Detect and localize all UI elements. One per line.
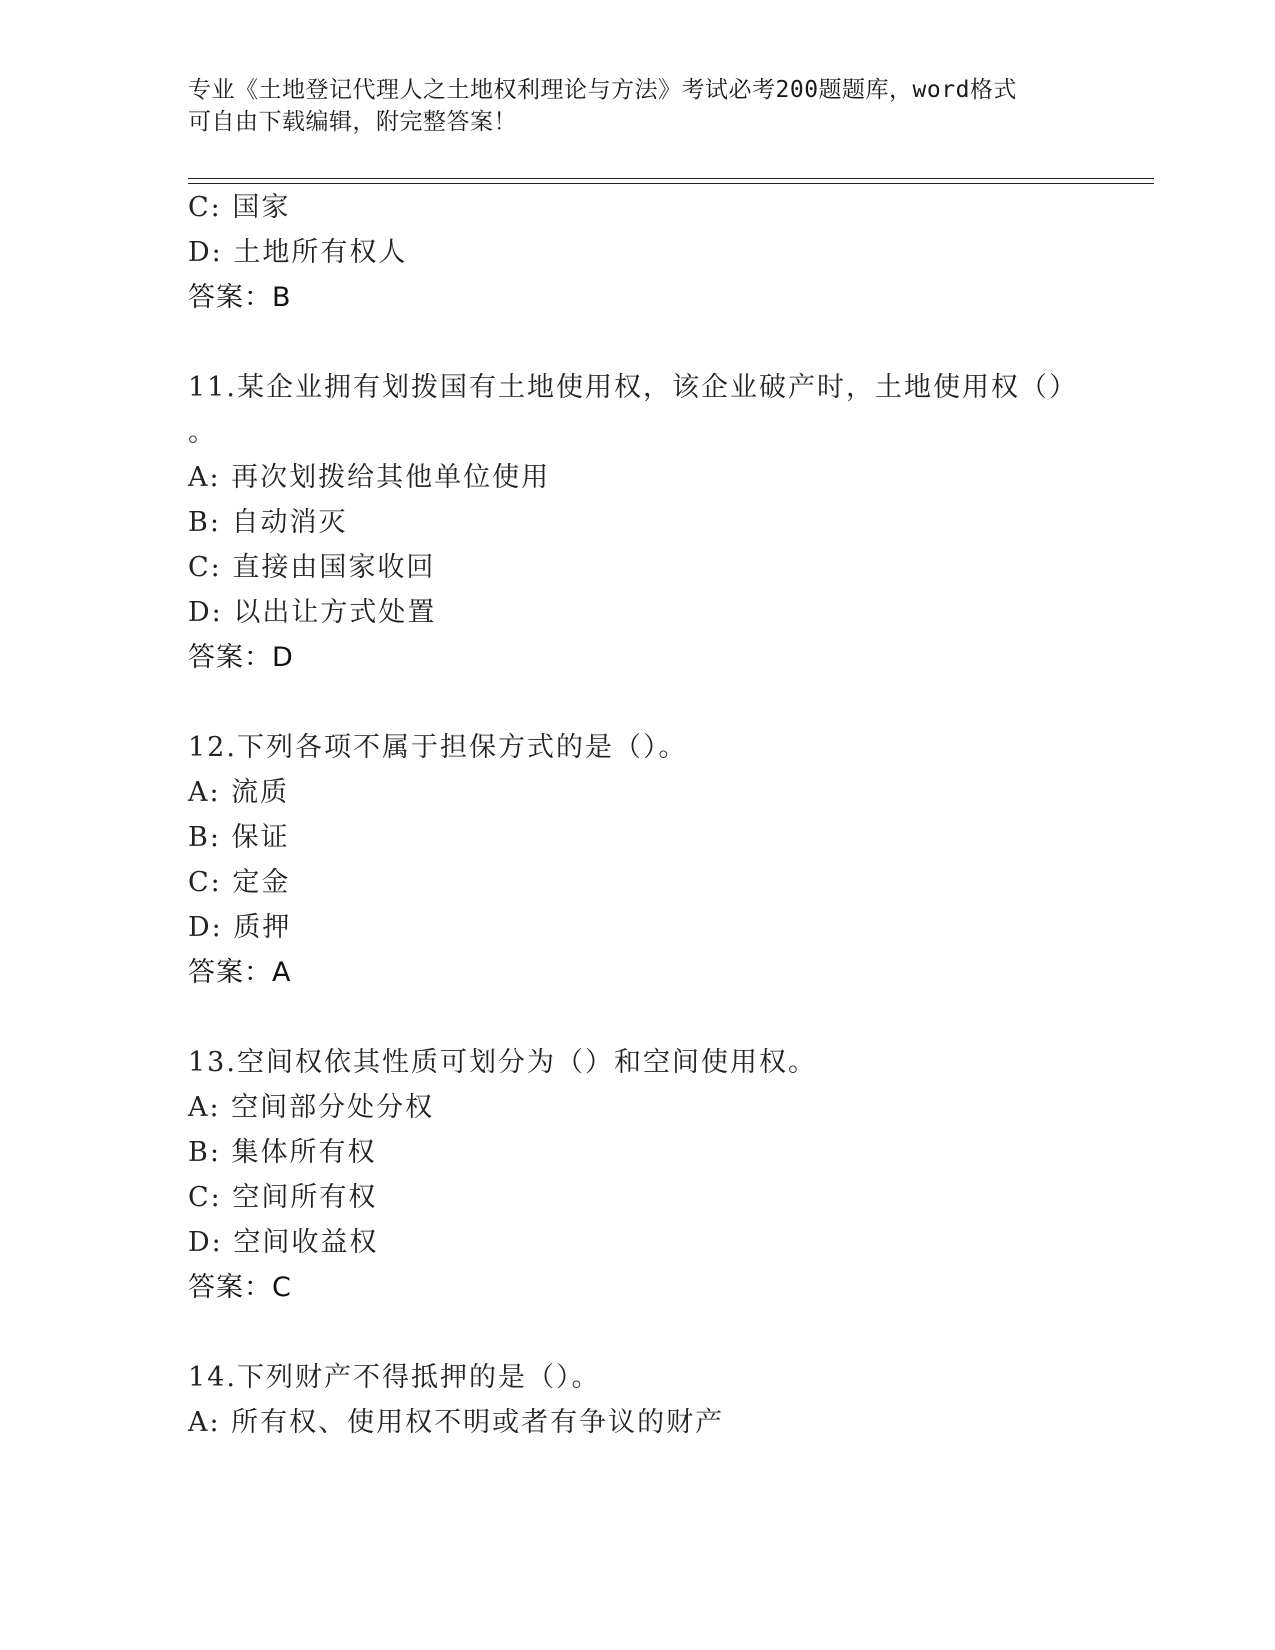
prev-question-option-d: D: 土地所有权人 (188, 237, 408, 268)
prev-question-answer: 答案：B (188, 282, 292, 313)
question-13-option-b: B: 集体所有权 (188, 1137, 377, 1168)
question-11-option-c: C: 直接由国家收回 (188, 552, 436, 583)
header-title-line-1: 专业《土地登记代理人之土地权利理论与方法》考试必考200题题库，word格式 (188, 77, 1017, 103)
question-13-option-a: A: 空间部分处分权 (188, 1092, 435, 1123)
question-13-option-c: C: 空间所有权 (188, 1182, 378, 1213)
question-11-stem: 11.某企业拥有划拨国有土地使用权，该企业破产时，土地使用权（） (188, 372, 1078, 403)
question-12-option-b: B: 保证 (188, 822, 290, 853)
question-12-stem: 12.下列各项不属于担保方式的是（）。 (188, 732, 688, 763)
question-11-answer: 答案：D (188, 642, 294, 673)
question-13-stem: 13.空间权依其性质可划分为（）和空间使用权。 (188, 1047, 817, 1078)
header-divider-bottom (188, 183, 1154, 184)
question-14-stem: 14.下列财产不得抵押的是（）。 (188, 1362, 601, 1393)
question-11-stem-continued: 。 (188, 417, 217, 448)
document-header (188, 74, 1068, 138)
question-12-answer: 答案：A (188, 957, 292, 988)
question-12-option-a: A: 流质 (188, 777, 290, 808)
question-12-option-c: C: 定金 (188, 867, 291, 898)
prev-question-option-c: C: 国家 (188, 192, 291, 223)
header-divider-top (188, 178, 1154, 179)
question-12-option-d: D: 质押 (188, 912, 292, 943)
question-14-option-a: A: 所有权、使用权不明或者有争议的财产 (188, 1407, 725, 1438)
question-13-option-d: D: 空间收益权 (188, 1227, 379, 1258)
question-11-option-d: D: 以出让方式处置 (188, 597, 437, 628)
question-11-option-b: B: 自动消灭 (188, 507, 348, 538)
question-13-answer: 答案：C (188, 1272, 292, 1303)
question-11-option-a: A: 再次划拨给其他单位使用 (188, 462, 551, 493)
header-title-line-2: 可自由下载编辑，附完整答案！ (188, 109, 517, 135)
